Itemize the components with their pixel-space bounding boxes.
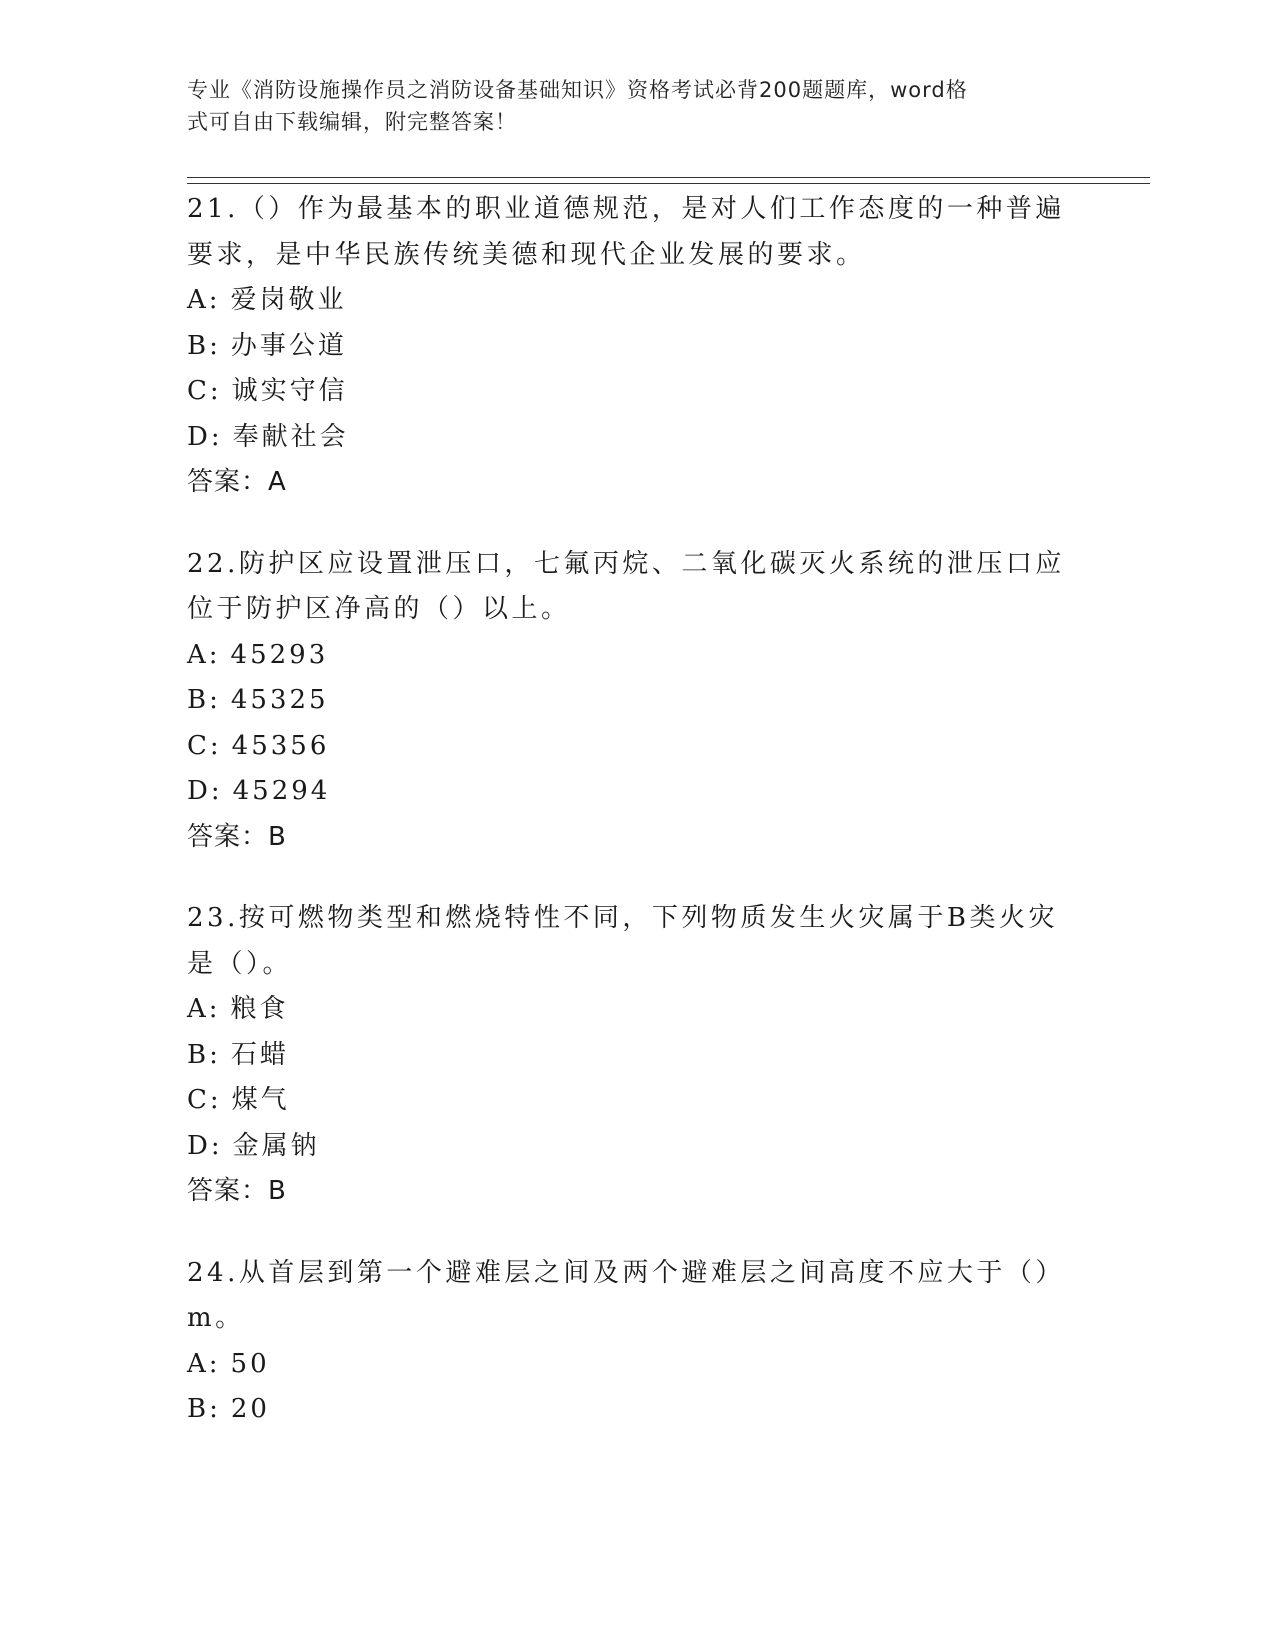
option-letter: D:: [187, 421, 223, 452]
document-header: [187, 74, 1067, 138]
option-text: 20: [230, 1394, 270, 1424]
option-text: 45325: [230, 685, 329, 715]
option-text: 45294: [232, 776, 331, 806]
question-list: [187, 187, 1087, 1469]
option-text: 金属钠: [232, 1130, 320, 1161]
question-21: [187, 187, 1087, 506]
option-text: 诚实守信: [231, 376, 348, 406]
option-d: [187, 1124, 1087, 1170]
option-c: [187, 369, 1087, 415]
option-text: 45356: [231, 730, 330, 761]
question-text: 21.（）作为最基本的职业道德规范，是对人们工作态度的一种普遍要求，是中华民族传统美德和现代企业发展的要求。: [187, 194, 1065, 270]
option-c: [187, 1078, 1087, 1124]
option-letter: C:: [187, 730, 222, 761]
option-text: 石蜡: [230, 1039, 289, 1070]
option-b: [187, 1387, 1087, 1433]
header-line-2: 式可自由下载编辑，附完整答案！: [187, 110, 517, 134]
option-text: 50: [230, 1348, 270, 1379]
answer-line: 答案：A: [187, 467, 287, 497]
option-c: [187, 724, 1087, 770]
answer-line: 答案：B: [187, 821, 287, 852]
header-divider-bottom: [187, 183, 1150, 184]
question-24: [187, 1251, 1087, 1433]
option-letter: D:: [187, 776, 223, 806]
option-letter: A:: [187, 285, 221, 315]
option-b: [187, 1033, 1087, 1079]
option-text: 粮食: [230, 994, 289, 1024]
option-letter: B:: [187, 1039, 221, 1070]
option-letter: B:: [187, 1394, 221, 1424]
question-text: 22.防护区应设置泄压口，七氟丙烷、二氧化碳灭火系统的泄压口应位于防护区净高的（）以上。: [187, 548, 1065, 624]
option-text: 办事公道: [230, 330, 347, 361]
option-letter: B:: [187, 685, 221, 715]
option-b: [187, 324, 1087, 370]
question-text: 24.从首层到第一个避难层之间及两个避难层之间高度不应大于（）m。: [187, 1257, 1065, 1333]
option-text: 奉献社会: [232, 421, 349, 452]
header-divider-top: [187, 177, 1150, 178]
question-23: [187, 896, 1087, 1215]
option-letter: C:: [187, 376, 222, 406]
question-22: [187, 542, 1087, 861]
option-a: [187, 1342, 1087, 1388]
option-a: [187, 633, 1087, 679]
option-letter: A:: [187, 1348, 221, 1379]
option-text: 45293: [230, 639, 329, 670]
header-line-1: 专业《消防设施操作员之消防设备基础知识》资格考试必背200题题库，word格: [187, 78, 968, 102]
option-text: 爱岗敬业: [230, 285, 347, 315]
option-text: 煤气: [231, 1085, 290, 1115]
option-d: [187, 769, 1087, 815]
option-letter: A:: [187, 639, 221, 670]
option-a: [187, 987, 1087, 1033]
answer-line: 答案：B: [187, 1176, 287, 1206]
option-letter: C:: [187, 1085, 222, 1115]
option-a: [187, 278, 1087, 324]
option-letter: A:: [187, 994, 221, 1024]
option-letter: D:: [187, 1130, 223, 1161]
option-letter: B:: [187, 330, 221, 361]
question-text: 23.按可燃物类型和燃烧特性不同，下列物质发生火灾属于B类火灾是（）。: [187, 903, 1058, 979]
option-d: [187, 415, 1087, 461]
option-b: [187, 678, 1087, 724]
